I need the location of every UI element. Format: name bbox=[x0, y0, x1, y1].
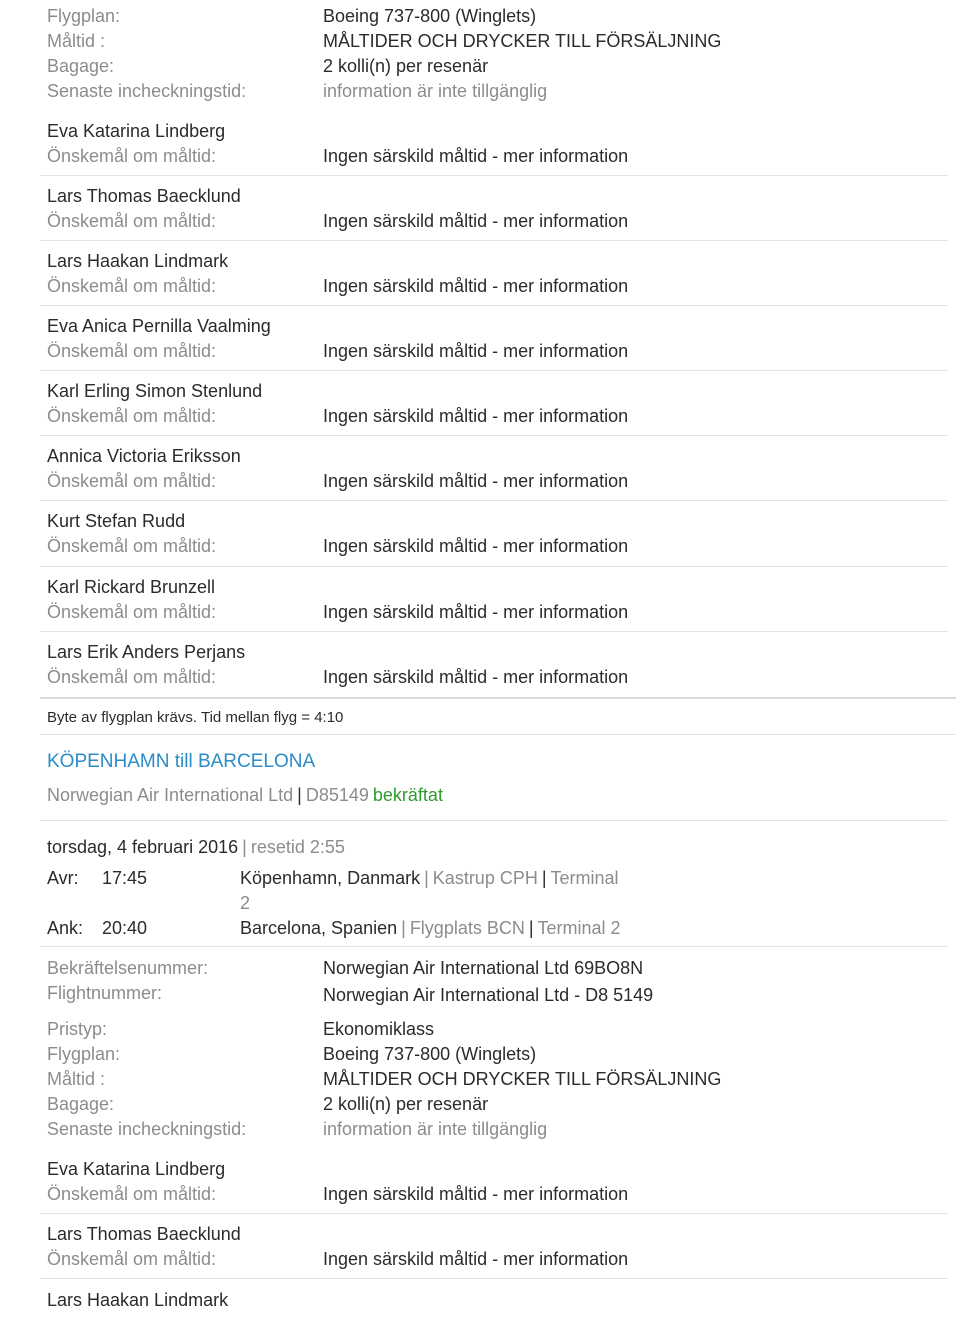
meal-request-label: Önskemål om måltid: bbox=[47, 602, 217, 622]
meal-request-link[interactable]: Ingen särskild måltid - mer information bbox=[323, 276, 629, 296]
route-title: KÖPENHAMN till BARCELONA bbox=[47, 751, 316, 772]
meal-request-link[interactable]: Ingen särskild måltid - mer information bbox=[323, 146, 629, 166]
flight-summary bbox=[47, 784, 443, 806]
meal-request-label: Önskemål om måltid: bbox=[47, 406, 217, 426]
meal-request-link[interactable]: Ingen särskild måltid - mer information bbox=[323, 1249, 629, 1269]
date-line bbox=[47, 836, 345, 858]
departure-time: 17:45 bbox=[102, 868, 148, 888]
separator: | bbox=[528, 918, 534, 938]
passenger-name: Eva Katarina Lindberg bbox=[47, 1159, 226, 1179]
baggage-label: Bagage: bbox=[47, 56, 115, 76]
confirmation-label: Bekräftelsenummer: bbox=[47, 958, 209, 978]
row-divider bbox=[40, 175, 948, 176]
aircraft-value: Boeing 737-800 (Winglets) bbox=[323, 6, 537, 26]
passenger-name: Lars Haakan Lindmark bbox=[47, 1290, 229, 1310]
aircraft-value: Boeing 737-800 (Winglets) bbox=[323, 1044, 537, 1064]
row-divider bbox=[40, 305, 948, 306]
section-divider bbox=[40, 946, 948, 947]
row-divider bbox=[40, 1213, 948, 1214]
fare-type-label: Pristyp: bbox=[47, 1019, 108, 1039]
meal-request-link[interactable]: Ingen särskild måltid - mer information bbox=[323, 211, 629, 231]
aircraft-label: Flygplan: bbox=[47, 6, 121, 26]
meal-label: Måltid : bbox=[47, 31, 106, 51]
passenger-name: Eva Katarina Lindberg bbox=[47, 121, 226, 141]
meal-request-label: Önskemål om måltid: bbox=[47, 341, 217, 361]
passenger-name: Eva Anica Pernilla Vaalming bbox=[47, 316, 271, 336]
arrival-airport: Flygplats BCN bbox=[409, 918, 525, 938]
meal-request-label: Önskemål om måltid: bbox=[47, 211, 217, 231]
departure-label: Avr: bbox=[47, 868, 79, 888]
row-divider bbox=[40, 566, 948, 567]
passenger-name: Kurt Stefan Rudd bbox=[47, 511, 186, 531]
travel-time: resetid 2:55 bbox=[250, 837, 345, 857]
passenger-name: Annica Victoria Eriksson bbox=[47, 446, 241, 466]
passenger-name: Karl Rickard Brunzell bbox=[47, 577, 216, 597]
departure-terminal-number: 2 bbox=[240, 893, 251, 913]
flight-number-value: Norwegian Air International Ltd - D8 5149 bbox=[323, 985, 654, 1005]
arrival-city: Barcelona, Spanien bbox=[240, 918, 398, 938]
meal-request-label: Önskemål om måltid: bbox=[47, 1249, 217, 1269]
passenger-name: Lars Haakan Lindmark bbox=[47, 251, 229, 271]
checkin-value: information är inte tillgänglig bbox=[323, 81, 548, 101]
flight-code: D85149 bbox=[305, 785, 369, 805]
row-divider bbox=[40, 435, 948, 436]
meal-request-link[interactable]: Ingen särskild måltid - mer information bbox=[323, 536, 629, 556]
checkin-label: Senaste incheckningstid: bbox=[47, 1119, 247, 1139]
passenger-name: Lars Thomas Baecklund bbox=[47, 1224, 241, 1244]
meal-request-link[interactable]: Ingen särskild måltid - mer information bbox=[323, 406, 629, 426]
checkin-label: Senaste incheckningstid: bbox=[47, 81, 247, 101]
status-badge: bekräftat bbox=[372, 785, 443, 805]
meal-label: Måltid : bbox=[47, 1069, 106, 1089]
airline-name: Norwegian Air International Ltd bbox=[47, 785, 294, 805]
departure-terminal: Terminal bbox=[550, 868, 619, 888]
row-divider bbox=[40, 1278, 948, 1279]
separator: | bbox=[541, 868, 547, 888]
connection-note: Byte av flygplan krävs. Tid mellan flyg = 4:10 bbox=[47, 709, 344, 726]
arrival-terminal: Terminal 2 bbox=[537, 918, 621, 938]
meal-request-link[interactable]: Ingen särskild måltid - mer information bbox=[323, 667, 629, 687]
confirmation-value: Norwegian Air International Ltd 69BO8N bbox=[323, 958, 644, 978]
meal-request-label: Önskemål om måltid: bbox=[47, 276, 217, 296]
separator: | bbox=[424, 868, 429, 888]
section-divider bbox=[40, 697, 956, 699]
row-divider bbox=[40, 370, 948, 371]
passenger-name: Karl Erling Simon Stenlund bbox=[47, 381, 263, 401]
meal-request-link[interactable]: Ingen särskild måltid - mer information bbox=[323, 341, 629, 361]
row-divider bbox=[40, 631, 948, 632]
passenger-name: Lars Erik Anders Perjans bbox=[47, 642, 246, 662]
section-divider bbox=[40, 734, 956, 735]
fare-type-value: Ekonomiklass bbox=[323, 1019, 435, 1039]
departure-city: Köpenhamn, Danmark bbox=[240, 868, 421, 888]
meal-request-label: Önskemål om måltid: bbox=[47, 1184, 217, 1204]
arrival-time: 20:40 bbox=[102, 918, 148, 938]
meal-request-label: Önskemål om måltid: bbox=[47, 471, 217, 491]
arrival-place bbox=[240, 917, 621, 939]
section-divider bbox=[40, 820, 948, 821]
passenger-name: Lars Thomas Baecklund bbox=[47, 186, 241, 206]
checkin-value: information är inte tillgänglig bbox=[323, 1119, 548, 1139]
baggage-value: 2 kolli(n) per resenär bbox=[323, 1094, 489, 1114]
meal-request-label: Önskemål om måltid: bbox=[47, 146, 217, 166]
separator: | bbox=[401, 918, 406, 938]
baggage-label: Bagage: bbox=[47, 1094, 115, 1114]
departure-place bbox=[240, 867, 619, 889]
separator: | bbox=[297, 785, 302, 805]
row-divider bbox=[40, 240, 948, 241]
meal-value: MÅLTIDER OCH DRYCKER TILL FÖRSÄLJNING bbox=[323, 1069, 722, 1089]
flight-number-label: Flightnummer: bbox=[47, 983, 163, 1003]
separator: | bbox=[242, 837, 247, 857]
meal-value: MÅLTIDER OCH DRYCKER TILL FÖRSÄLJNING bbox=[323, 31, 722, 51]
meal-request-link[interactable]: Ingen särskild måltid - mer information bbox=[323, 471, 629, 491]
meal-request-label: Önskemål om måltid: bbox=[47, 667, 217, 687]
meal-request-link[interactable]: Ingen särskild måltid - mer information bbox=[323, 1184, 629, 1204]
meal-request-link[interactable]: Ingen särskild måltid - mer information bbox=[323, 602, 629, 622]
meal-request-label: Önskemål om måltid: bbox=[47, 536, 217, 556]
departure-airport: Kastrup CPH bbox=[432, 868, 538, 888]
flight-date: torsdag, 4 februari 2016 bbox=[47, 837, 239, 857]
row-divider bbox=[40, 500, 948, 501]
arrival-label: Ank: bbox=[47, 918, 84, 938]
aircraft-label: Flygplan: bbox=[47, 1044, 121, 1064]
baggage-value: 2 kolli(n) per resenär bbox=[323, 56, 489, 76]
